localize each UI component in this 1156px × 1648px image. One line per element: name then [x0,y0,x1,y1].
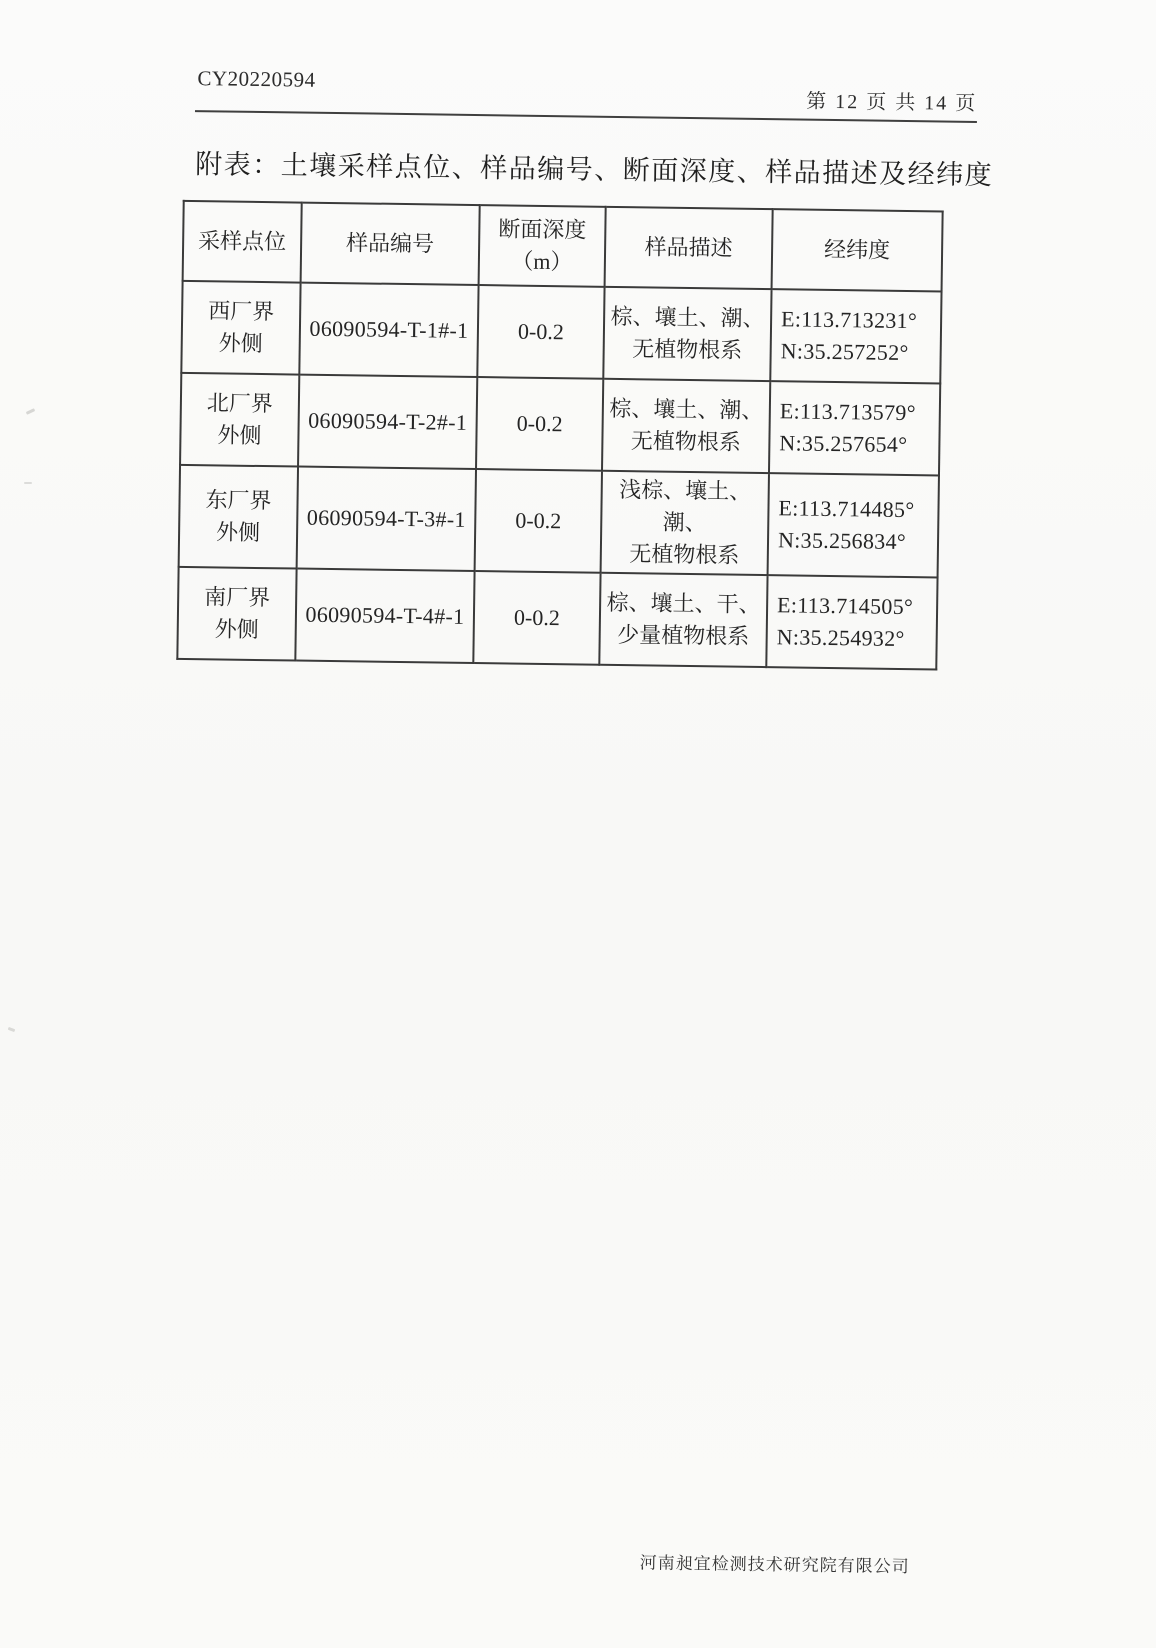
page-number-indicator: 第 12 页 共 14 页 [806,90,978,115]
cell-description: 浅棕、壤土、潮、 无植物根系 [601,471,769,575]
table-row [177,567,937,670]
cell-coordinates: E:113.714485° N:35.256834° [768,473,939,577]
cell-depth: 0-0.2 [476,377,603,471]
cell-sample-id: 06090594-T-1#-1 [299,283,478,377]
cell-coordinates: E:113.714505° N:35.254932° [766,575,937,669]
table-row [180,373,940,476]
column-header-sampling-point: 采样点位 [183,201,302,283]
table-row [181,281,941,384]
cell-description: 棕、壤土、潮、 无植物根系 [602,379,770,473]
cell-description: 棕、壤土、干、 少量植物根系 [599,572,767,666]
cell-description: 棕、壤土、潮、 无植物根系 [603,287,771,381]
column-header-sample-description: 样品描述 [605,207,773,289]
column-header-coordinates: 经纬度 [772,209,943,291]
cell-sample-id: 06090594-T-3#-1 [297,467,476,571]
cell-sampling-point: 西厂界 外侧 [181,281,300,375]
cell-coordinates: E:113.713231° N:35.257252° [770,289,941,383]
column-header-section-depth: 断面深度 （m） [479,205,606,287]
cell-sampling-point: 北厂界 外侧 [180,373,299,467]
cell-sampling-point: 南厂界 外侧 [177,567,296,661]
soil-sampling-table [176,200,943,670]
cell-depth: 0-0.2 [473,571,600,665]
cell-sample-id: 06090594-T-2#-1 [298,375,477,469]
table-row [179,465,939,577]
column-header-sample-id: 样品编号 [301,203,480,285]
scan-artifact [24,482,32,484]
cell-depth: 0-0.2 [475,469,602,572]
cell-sampling-point: 东厂界 外侧 [179,465,298,568]
attachment-table-title: 附表：土壤采样点位、样品编号、断面深度、样品描述及经纬度 [195,149,994,191]
table-header-row [183,201,943,292]
footer-company-name: 河南昶宜检测技术研究院有限公司 [639,1553,910,1577]
cell-depth: 0-0.2 [477,285,604,379]
page-header [196,62,978,115]
document-number: CY20220594 [197,66,316,92]
cell-coordinates: E:113.713579° N:35.257654° [769,381,940,475]
cell-sample-id: 06090594-T-4#-1 [295,568,474,662]
